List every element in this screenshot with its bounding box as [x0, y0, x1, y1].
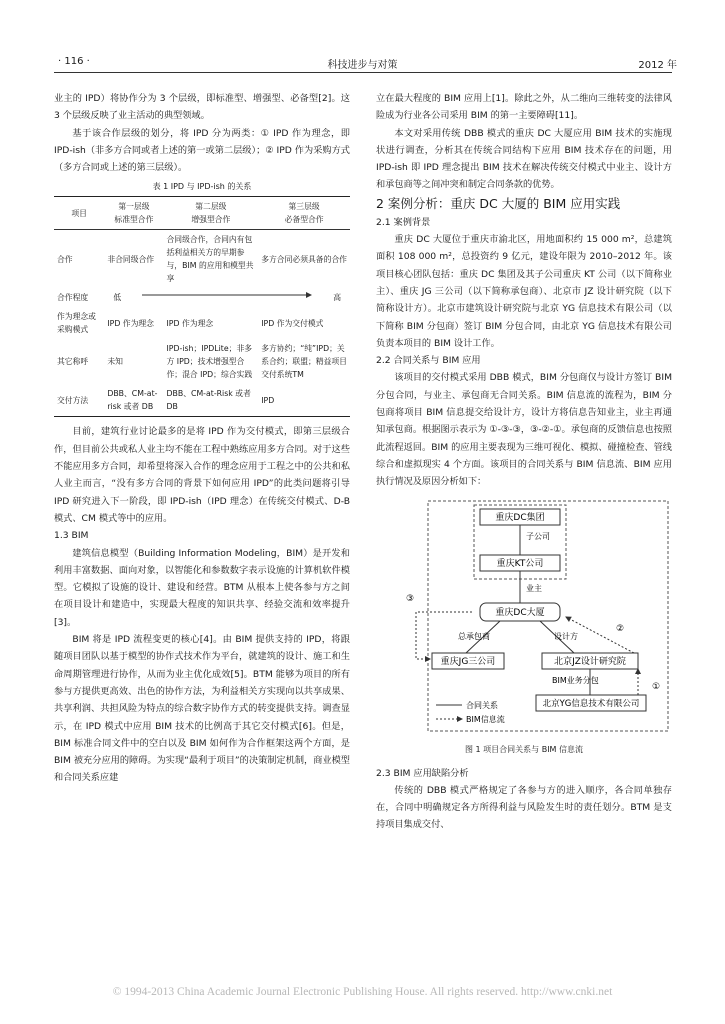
ipd-table [54, 196, 350, 417]
label-dc-group: 重庆DC集团 [495, 512, 545, 523]
legend-contract: 合同关系 [466, 700, 498, 710]
table-cell: 交付方法 [54, 384, 104, 417]
table-cell: DBB、CM-at-Risk 或者 DB [164, 384, 259, 417]
label-kt: 重庆KT公司 [496, 558, 544, 569]
table-cell: 合作 [57, 254, 73, 264]
figure-contract-diagram [376, 499, 672, 739]
table-header: 第一层级 标准型合作 [104, 197, 163, 230]
table-cell: IPD 作为理念 [166, 318, 214, 328]
label-jg: 重庆JG三公司 [440, 656, 496, 667]
copyright-footer: © 1994-2013 China Academic Journal Electronic Publishing House. All rights reserved. http://www.cnki.net [112, 986, 613, 998]
section-heading: 2 案例分析：重庆 DC 大厦的 BIM 应用实践 [376, 195, 621, 211]
table-header: 第二层级 增强型合作 [164, 197, 259, 230]
table-cell: IPD 作为交付模式 [261, 318, 324, 328]
subsection-heading: 2.1 案例背景 [376, 216, 431, 228]
label-gc: 总承包商 [458, 631, 490, 641]
table-cell: 其它称呼 [57, 357, 89, 367]
table-cell: 多方协约；“纯”IPD；关系合约；联盟；精益项目交付系统TM [261, 344, 347, 380]
label-designer: 设计方 [554, 631, 578, 641]
journal-name: 科技进步与对策 [327, 60, 398, 71]
degree-arrow-icon [142, 291, 312, 299]
label-subsidiary: 子公司 [526, 531, 550, 541]
label-dc-building: 重庆DC大厦 [495, 607, 545, 618]
label-bim-sub: BIM业务分包 [552, 675, 599, 685]
paragraph: 重庆 DC 大厦位于重庆市渝北区，用地面积约 15 000 m²，总建筑面积 108 000 m²，总投资约 9 亿元，建设年限为 2010–2012 年。该项目核心团队包括：重庆 DC 集团及其子公司重庆 KT 公司（以下简称业主）、重庆 JG 三公司（以下简称承包商）、北京市 JZ 设计研究院（以下简称设计方）。北京市建筑设计研究院与北京 YG 信息技术有限公司（以下简称 BIM 分包商）签订 BIM 分包合同，由北京 YG 信息技术有限公司负责本项目的 BIM 设计工作。 [376, 234, 672, 349]
section-heading: 1.3 BIM [54, 530, 89, 542]
label-jz: 北京JZ设计研究院 [554, 656, 626, 667]
paragraph: 本文对采用传统 DBB 模式的重庆 DC 大厦应用 BIM 技术的实施现状进行调查，分析其在传统合同结构下应用 BIM 技术存在的问题，用 IPD-ish 即 IPD 理念提出 BIM 技术在解决传统交付模式中业主、设计方和承包商等之间冲突和制定合同条款的优势。 [376, 127, 672, 191]
paragraph: 该项目的交付模式采用 DBB 模式，BIM 分包商仅与设计方签订 BIM 分包合同，与业主、承包商无合同关系。BIM 信息流的流程为，BIM 分包商将项目 BIM 信息提交给设计方，设计方将信息告知业主，业主再通知承包商。根据图示表示为 ①-③-③，③-②-①。承包商的反馈信息也按照此流程返回。BIM 的应用主要表现为三维可视化、模拟、碰撞检查、管线综合和虚拟现实 4 个方面。该项目的合同关系与 BIM 信息流、BIM 应用执行情况及原因分析如下： [376, 372, 672, 488]
label-yg: 北京YG信息技术有限公司 [542, 698, 640, 709]
degree-high: 高 [333, 293, 341, 303]
table-cell: 未知 [107, 357, 123, 367]
table-cell: 合作程度 [57, 293, 89, 303]
flow-number-2: ② [616, 623, 625, 634]
table-cell: 多方合同必须具备的合作 [261, 254, 347, 264]
flow-number-3: ③ [406, 593, 415, 604]
paragraph: BIM 将是 IPD 流程变更的核心[4]。由 BIM 提供支持的 IPD，将跟随项目团队以基于模型的协作式技术作为平台，就建筑的设计、施工和生命周期管理进行协作，从而为业主优化成效[5]。BTM 能够为项目的所有参与方提供更高效、出色的协作方法，为利益相关方实现向以共享成果、共享利润、共担风险为特点的综合数字协作方式的转变提供支持。调查显示，在 IPD 模式中应用 BIM 技术的比例高于其它交付模式[6]。但是，BIM 标准合同文件中的空白以及 BIM 如何作为合作框架这两个方面，是 BIM 被充分应用的障碍。为实现“最利于项目”的决策制定机制，商业模型和合同关系应建 [54, 634, 350, 784]
diagram-lines [376, 499, 672, 739]
journal-year: 2012 年 [638, 60, 677, 71]
paragraph: 目前，建筑行业讨论最多的是将 IPD 作为交付模式，即第三层级合作，但目前公共或私人业主均不能在工程中熟练应用多方合同。对于这些不能应用多方合同，却希望将深入合作的理念应用于工程之中的公共和私人业主而言，“没有多方合同的背景下如何应用 IPD”的此类问题将引导 IPD 研究进入下一阶段，即 IPD-ish（IPD 理念）在传统交付模式、D-B 模式、CM 模式等中的应用。 [54, 426, 350, 524]
degree-low: 低 [113, 293, 122, 303]
header-rule [54, 72, 672, 73]
degree-scale [104, 288, 350, 307]
subsection-heading: 2.3 BIM 应用缺陷分析 [376, 767, 469, 779]
table-cell: DBB、CM-at-risk 或者 DB [104, 384, 163, 417]
flow-number-1: ① [652, 681, 661, 692]
table-cell: 作为理念或采购模式 [57, 312, 96, 335]
paragraph: 建筑信息模型（Building Information Modeling，BIM）是开发和利用丰富数据、面向对象，以智能化和参数数字表示设施的计算机软件模型。它模拟了设施的设计、建设和经营。BTM 从根本上使各参与方之间在项目设计和建造中，实现最大程度的知识共享、经验交流和效率提升[3]。 [54, 547, 350, 628]
table-caption: 表 1 IPD 与 IPD-ish 的关系 [152, 182, 252, 192]
table-header: 第三层级 必备型合作 [258, 197, 350, 230]
figure-caption: 图 1 项目合同关系与 BIM 信息流 [464, 744, 583, 754]
paragraph: 传统的 DBB 模式严格规定了各参与方的进入顺序，各合同单独存在，合同中明确规定各方所得利益与风险发生时的责任划分。BTM 是支持项目集成交付、 [376, 784, 672, 831]
table-cell: IPD-ish；IPDLite；非多方 IPD；技术增强型合作；混合 IPD；综合实践 [166, 344, 253, 380]
page-number: · 116 · [58, 56, 90, 67]
table-cell: IPD [258, 384, 350, 417]
paragraph: 立在最大程度的 BIM 应用上[1]。除此之外，从二维向三维转变的法律风险成为行业各公司采用 BIM 的第一主要障碍[11]。 [376, 93, 672, 122]
label-owner: 业主 [526, 583, 542, 593]
table-header: 项目 [54, 197, 104, 230]
table-cell: 合同级合作，合同内有包括利益相关方的早期参与，BIM 的应用和模型共享 [166, 235, 254, 284]
paragraph: 基于该合作层级的划分，将 IPD 分为两类：① IPD 作为理念，即 IPD-ish（非多方合同或者上述的第一或第二层级）；② IPD 作为采购方式（多方合同或上述的第三层级）。 [54, 127, 350, 174]
table-cell: IPD 作为理念 [107, 318, 154, 328]
legend-bim: BIM信息流 [466, 714, 505, 724]
paragraph: 业主的 IPD）将协作分为 3 个层级，即标准型、增强型、必备型[2]。这 3 个层级反映了业主活动的典型领域。 [54, 93, 350, 122]
table-cell: 非合同级合作 [107, 254, 155, 264]
right-column [376, 90, 672, 834]
subsection-heading: 2.2 合同关系与 BIM 应用 [376, 355, 481, 367]
left-column [54, 90, 350, 787]
